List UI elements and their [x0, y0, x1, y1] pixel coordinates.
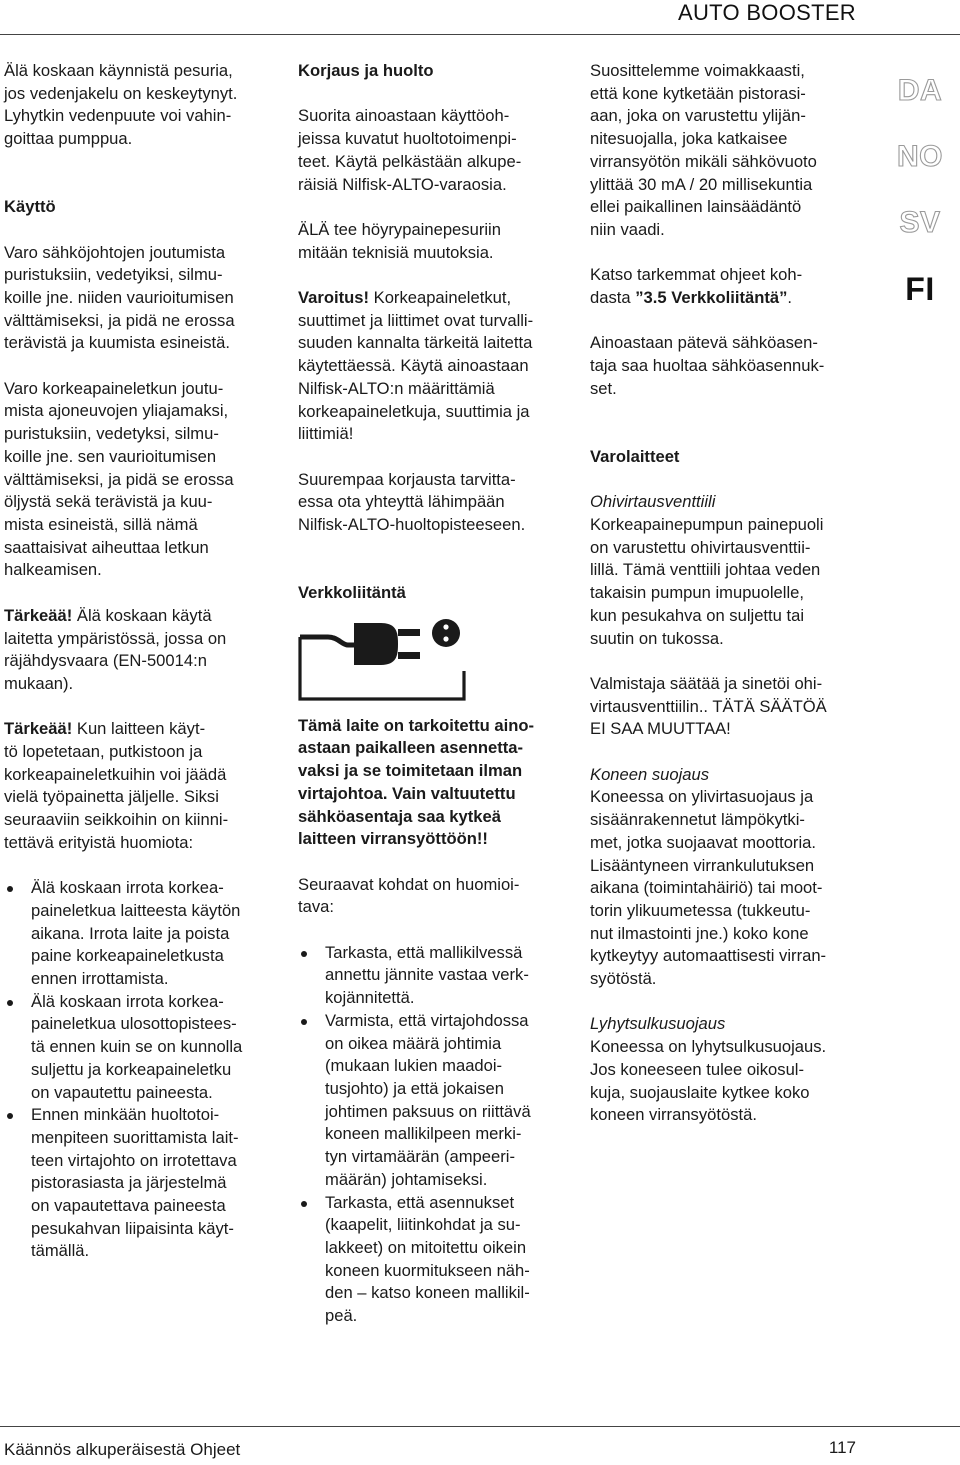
text-line: niin vaadi.	[590, 219, 665, 239]
list-item	[298, 1192, 568, 1328]
plug-warning-icon	[298, 615, 568, 701]
text-line: koille jne. sen vaurioitumisen	[4, 446, 217, 466]
text-line: määrän) johtamiseksi.	[325, 1169, 488, 1189]
text-line: koille jne. niiden vaurioitumisen	[4, 287, 234, 307]
text-line: lakkeet) on mitoitettu oikein	[325, 1237, 527, 1257]
text-line: Tämä laite on tarkoitettu aino-	[298, 715, 535, 735]
text-line: Suurempaa korjausta tarvitta-	[298, 469, 516, 489]
warning-text: Korkeapaineletkut,	[369, 287, 512, 307]
text-line: räjähdysvaara (EN-50014:n	[4, 651, 207, 671]
text-line: korkeapaineletkuihin voi jäädä	[4, 764, 227, 784]
text-line: puristuksiin, vedetyksi, silmu-	[4, 424, 219, 444]
subheading-ohivirtausventtiili: Ohivirtausventtiili	[590, 492, 716, 512]
text-line: tämällä.	[31, 1241, 90, 1261]
text-line: lillä. Tämä venttiili johtaa veden	[590, 560, 821, 580]
text-line: Koneessa on lyhytsulkusuojaus.	[590, 1037, 827, 1057]
text-line: virtausventtiilin.. TÄTÄ SÄÄTÖÄ	[590, 696, 827, 716]
text-line: Nilfisk-ALTO:n määrittämiä	[298, 378, 495, 398]
text-line: tettävä erityistä huomiota:	[4, 832, 194, 852]
text-line: laitetta ympäristössä, jossa on	[4, 628, 227, 648]
language-tab-no[interactable]: NO	[897, 140, 943, 173]
reference-suffix: .	[787, 288, 793, 308]
text-line: taja saa huoltaa sähköasennuk-	[590, 356, 825, 376]
text-line: Katso tarkemmat ohjeet koh-	[590, 265, 803, 285]
text-line: jeissa kuvatut huoltotoimenpi-	[298, 129, 517, 149]
text-line: Varmista, että virtajohdossa	[325, 1010, 529, 1030]
text-line: Varo korkeapaineletkun joutu-	[4, 378, 224, 398]
text-line: Varo sähköjohtojen joutumista	[4, 242, 226, 262]
text-line: tö lopetetaan, putkistoon ja	[4, 742, 203, 761]
footer-divider	[0, 1426, 960, 1427]
warning-label: Tärkeää!	[4, 605, 73, 625]
text-line: terävistä ja kuumista esineistä.	[4, 333, 230, 353]
language-tab-da[interactable]: DA	[897, 74, 943, 107]
text-line: paineletkua laitteesta käytön	[31, 900, 241, 920]
text-line: seuraaviin seikkoihin on kiinni-	[4, 810, 229, 830]
text-line: korkeapaineletkuja, suuttimia ja	[298, 401, 530, 421]
text-line: Tarkasta, että asennukset	[325, 1192, 515, 1212]
text-line: kytkeytyy automaattisesti virran-	[590, 946, 827, 966]
warning-text: Älä koskaan käytä	[72, 605, 212, 625]
text-line: on oikea määrä johtimia	[325, 1033, 502, 1053]
text-line: aikana. Irrota laite ja poista	[31, 923, 230, 943]
text-line: mista ajoneuvojen yliajamaksi,	[4, 401, 229, 421]
text-line: ylittää 30 mA / 20 millisekuntia	[590, 174, 813, 194]
list-item	[4, 877, 274, 991]
text-line: aan, joka on varustettu ylijän-	[590, 106, 806, 126]
text-line: Älä koskaan irrota korkea-	[31, 991, 224, 1011]
warning-label: Varoitus!	[298, 287, 370, 307]
text-line: Ainoastaan pätevä sähköasen-	[590, 333, 818, 353]
text-line: (kaapelit, liitinkohdat ja su-	[325, 1215, 521, 1235]
text-line: pistorasiasta ja järjestelmä	[31, 1173, 227, 1193]
warning-text: Kun laitteen käyt-	[72, 719, 206, 739]
list-item	[4, 1104, 274, 1263]
text-line: suutin on tukossa.	[590, 628, 724, 648]
text-line: mukaan).	[4, 673, 74, 693]
language-tab-sv[interactable]: SV	[899, 206, 941, 239]
text-line: on vapautettava paineesta	[31, 1196, 226, 1216]
text-line: nitesuojalla, joka katkaisee	[590, 129, 788, 149]
text-line: koneen mallikilpeen merki-	[325, 1124, 522, 1144]
header-divider	[0, 34, 960, 35]
text-line: vielä työpainetta jäljelle. Siksi	[4, 787, 219, 807]
text-line: teet. Käytä pelkästään alkupe-	[298, 151, 522, 171]
intro-line: Älä koskaan käynnistä pesuria,	[4, 61, 233, 80]
text-line: välttämiseksi, ja pidä se erossa	[4, 469, 234, 489]
text-line: (mukaan lukien maadoi-	[325, 1056, 503, 1076]
text-line: välttämiseksi, ja pidä ne erossa	[4, 310, 235, 330]
text-line: kun pesukahva on suljettu tai	[590, 605, 805, 625]
text-line: sisäänrakennetut lämpökytki-	[590, 810, 805, 830]
text-line: on vapautettu paineesta.	[31, 1082, 213, 1102]
intro-line: jos vedenjakelu on keskeytynyt.	[4, 83, 238, 103]
text-line: kojännitettä.	[325, 988, 415, 1008]
intro-line: goittaa pumppua.	[4, 129, 133, 149]
text-line: takaisin pumpun imupuolelle,	[590, 583, 805, 603]
text-line: koneen virransyötöstä.	[590, 1105, 757, 1125]
column-3	[590, 60, 862, 1127]
text-line: Jos koneeseen tulee oikosul-	[590, 1059, 805, 1079]
text-line: paineletkua ulosottopistees-	[31, 1014, 237, 1034]
text-line: tusjohto) ja että jokaisen	[325, 1079, 504, 1098]
text-line: set.	[590, 378, 617, 398]
text-line: on varustettu ohivirtausventtii-	[590, 537, 811, 557]
text-line: astaan paikalleen asennetta-	[298, 738, 524, 758]
language-tab-fi[interactable]: FI	[905, 270, 935, 307]
text-line: Suorita ainoastaan käyttöoh-	[298, 106, 510, 126]
text-line: met, jotka suojaavat moottoria.	[590, 832, 816, 852]
text-line: halkeamisen.	[4, 560, 102, 580]
text-line: mitään teknisiä muutoksia.	[298, 242, 494, 262]
text-line: ellei paikallinen lainsäädäntö	[590, 197, 802, 217]
footer-caption: Käännös alkuperäisestä Ohjeet	[4, 1440, 241, 1459]
text-line: johtimen paksuus on riittävä	[325, 1101, 531, 1121]
column-2	[298, 60, 568, 1328]
text-line: Tarkasta, että mallikilvessä	[325, 942, 523, 962]
text-line: torin ylikuumetessa (tukkeutu-	[590, 900, 811, 920]
text-line: ennen irrottamista.	[31, 969, 169, 989]
text-line: Valmistaja säätää ja sinetöi ohi-	[590, 673, 823, 693]
column-1	[4, 60, 274, 1263]
list-item	[4, 991, 274, 1105]
text-line: den – katso koneen mallikil-	[325, 1283, 530, 1303]
text-line: suuden kannalta tärkeitä laitetta	[298, 333, 533, 353]
text-line: Suosittelemme voimakkaasti,	[590, 61, 805, 80]
text-line: että kone kytketään pistorasi-	[590, 83, 806, 103]
text-line: kuja, suojauslaite kytkee koko	[590, 1082, 810, 1102]
reference-line	[590, 287, 862, 310]
text-line: ÄLÄ tee höyrypainepesuriin	[298, 219, 501, 239]
text-line: tava:	[298, 897, 334, 917]
text-line: teen virtajohto on irrotettava	[31, 1150, 237, 1170]
text-line: tyn virtamäärän (ampeeri-	[325, 1147, 515, 1167]
page-number: 117	[828, 1438, 856, 1457]
section-heading-kaytto: Käyttö	[4, 197, 56, 217]
bullet-list	[4, 877, 274, 1263]
text-line: virransyötön mikäli sähkövuoto	[590, 151, 817, 171]
intro-line: Lyhytkin vedenpuute voi vahin-	[4, 106, 232, 126]
warning-label: Tärkeää!	[4, 719, 73, 739]
text-line: Koneessa on ylivirtasuojaus ja	[590, 787, 814, 807]
text-line: virtajohtoa. Vain valtuutettu	[298, 783, 516, 803]
list-item	[298, 1010, 568, 1192]
language-tabs	[884, 58, 956, 322]
bullet-list	[298, 942, 568, 1328]
section-heading-varolaitteet: Varolaitteet	[590, 446, 680, 466]
text-line: essa ota yhteyttä lähimpään	[298, 492, 505, 512]
text-line: Seuraavat kohdat on huomioi-	[298, 874, 520, 894]
text-line: saattaisivat aiheuttaa letkun	[4, 537, 209, 557]
text-line: aikana (toimintahäiriö) tai moot-	[590, 878, 823, 898]
text-line: pesukahvan liipaisinta käyt-	[31, 1218, 234, 1238]
text-line: menpiteen suorittamista lait-	[31, 1127, 239, 1147]
text-line: puristuksiin, vedetyiksi, silmu-	[4, 265, 223, 285]
text-line: käytettäessä. Käytä ainoastaan	[298, 356, 529, 376]
text-line: koneen kuormitukseen näh-	[325, 1260, 530, 1280]
text-line: mista esineistä, sillä nämä	[4, 515, 198, 534]
subheading-lyhytsulkusuojaus: Lyhytsulkusuojaus	[590, 1014, 726, 1034]
text-line: suuttimet ja liittimet ovat turvalli-	[298, 310, 534, 330]
text-line: öljystä sekä terävistä ja kuu-	[4, 492, 213, 512]
text-line: paine korkeapaineletkusta	[31, 946, 224, 966]
text-line: syötöstä.	[590, 969, 657, 989]
text-line: räisiä Nilfisk-ALTO-varaosia.	[298, 174, 507, 194]
text-line: tä ennen kuin se on kunnolla	[31, 1037, 243, 1057]
text-line: Korkeapainepumpun painepuoli	[590, 514, 824, 534]
text-line: Älä koskaan irrota korkea-	[31, 878, 224, 898]
list-item	[298, 942, 568, 1010]
warning-line	[4, 605, 274, 628]
text-line: EI SAA MUUTTAA!	[590, 719, 731, 739]
section-heading-verkkoliitanta: Verkkoliitäntä	[298, 583, 406, 603]
text-line: liittimiä!	[298, 424, 354, 444]
text-line: vaksi ja se toimitetaan ilman	[298, 761, 523, 781]
warning-line	[298, 287, 568, 310]
document-title: AUTO BOOSTER	[678, 0, 856, 25]
text-line: nut ilmastointi jne.) koko kone	[590, 923, 809, 943]
text-line: Ennen minkään huoltotoi-	[31, 1105, 220, 1125]
text-line: suljettu ja korkeapaineletku	[31, 1059, 232, 1079]
section-reference: ”3.5 Verkkoliitäntä”	[635, 288, 788, 308]
text-line: laitteen virransyöttöön!!	[298, 829, 488, 849]
section-heading-korjaus: Korjaus ja huolto	[298, 61, 434, 80]
text-line: sähköasentaja saa kytkeä	[298, 806, 501, 826]
reference-prefix: dasta	[590, 288, 636, 308]
text-line: Lisääntyneen virrankulutuksen	[590, 855, 815, 875]
text-line: Nilfisk-ALTO-huoltopisteeseen.	[298, 515, 526, 534]
text-line: annettu jännite vastaa verk-	[325, 965, 529, 985]
warning-line	[4, 718, 274, 741]
text-line: peä.	[325, 1306, 358, 1326]
subheading-koneen-suojaus: Koneen suojaus	[590, 764, 710, 784]
